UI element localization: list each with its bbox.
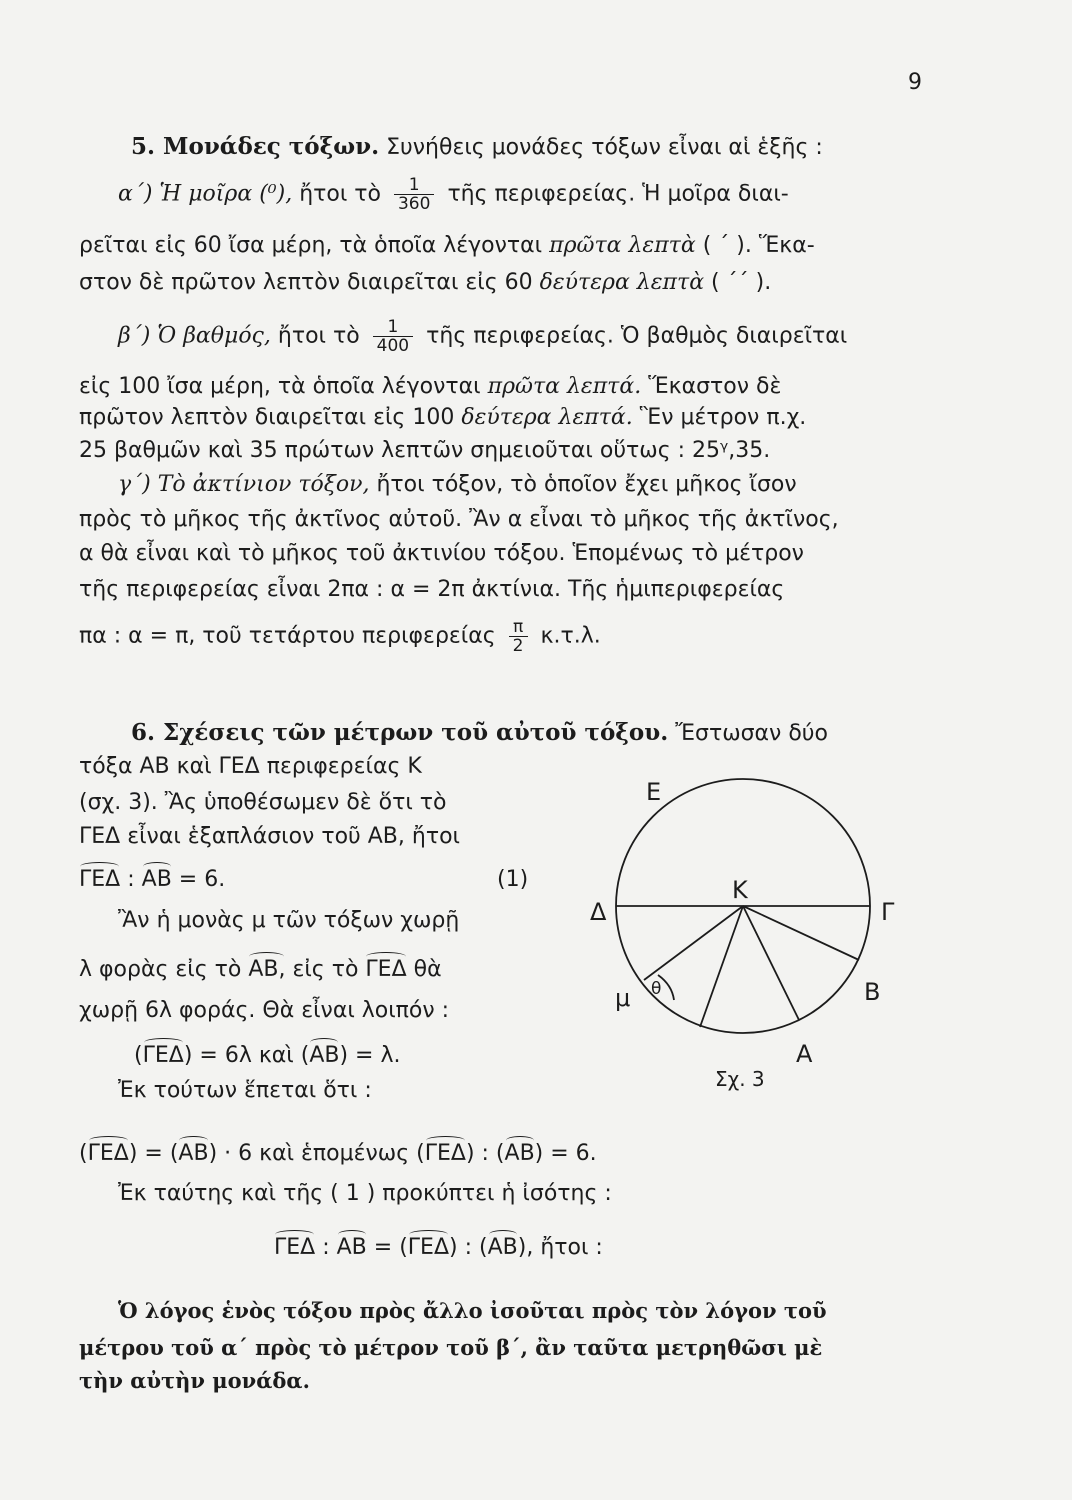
arc-ged: ΓΕΔ: [79, 867, 121, 892]
degree-label: α΄) Ἡ μοῖρα (⁰),: [118, 181, 293, 207]
section-6-line-10: Ἐκ τούτων ἕπεται ὅτι :: [118, 1078, 372, 1103]
equation-3: (ΓΕΔ) = (ΑΒ) · 6 καὶ ἑπομένως (ΓΕΔ) : (ΑΒ) = 6.: [79, 1141, 597, 1166]
fraction-numerator: π: [512, 617, 524, 637]
arc-ged: ΓΕΔ: [424, 1141, 466, 1166]
arc-ab: ΑΒ: [336, 1235, 367, 1260]
page-number: 9: [908, 70, 922, 95]
italic-term: δεύτερα λεπτά.: [461, 405, 633, 430]
text: Ἔστωσαν δύο: [675, 721, 828, 746]
degree-text-pre: ἤτοι τὸ: [299, 181, 381, 207]
label-E: Ε: [646, 778, 662, 806]
section-6-line-12: Ἐκ ταύτης καὶ τῆς ( 1 ) προκύπτει ἡ ἰσότης :: [118, 1181, 612, 1206]
text: ἤτοι τόξον, τὸ ὁποῖον ἔχει μῆκος ἴσον: [376, 472, 797, 497]
section-5-heading: 5. Μονάδες τόξων.: [131, 133, 380, 160]
italic-term: δεύτερα λεπτὰ: [539, 270, 705, 295]
arc-ab: ΑΒ: [487, 1235, 518, 1260]
radian-line-4: τῆς περιφερείας εἶναι 2πα : α = 2π ἀκτίνια. Τῆς ἡμιπεριφερείας: [79, 577, 785, 602]
equation-1-number: (1): [497, 867, 529, 892]
text: ( ΄΄ ).: [711, 270, 772, 295]
radius-to-mu: [644, 906, 743, 980]
text: ( ΄ ). Ἕκα-: [702, 233, 815, 258]
text: ) = 6.: [534, 1141, 597, 1166]
text: Ἓν μέτρον π.χ.: [639, 405, 807, 430]
radian-label: γ΄) Τὸ ἀκτίνιον τόξον,: [118, 472, 370, 497]
label-theta: θ: [651, 979, 662, 999]
section-6-line-4: ΓΕΔ εἶναι ἑξαπλάσιον τοῦ ΑΒ, ἤτοι: [79, 824, 460, 849]
fraction-numerator: 1: [408, 175, 420, 195]
label-B: Β: [864, 978, 881, 1006]
text: ) = λ.: [339, 1043, 401, 1068]
arc-ab: ΑΒ: [178, 1141, 209, 1166]
fraction-denominator: 2: [509, 636, 528, 655]
radian-line-2: πρὸς τὸ μῆκος τῆς ἀκτῖνος αὐτοῦ. Ἂν α εἶναι τὸ μῆκος τῆς ἀκτῖνος,: [79, 507, 839, 532]
equation-2: (ΓΕΔ) = 6λ καὶ (ΑΒ) = λ.: [134, 1043, 401, 1068]
text: ) = 6λ καὶ (: [183, 1043, 310, 1068]
text: λ φορὰς εἰς τὸ: [79, 957, 242, 982]
arc-ab: ΑΒ: [309, 1043, 340, 1068]
fraction-denominator: 400: [373, 336, 413, 355]
arc-ged: ΓΕΔ: [365, 957, 407, 982]
arc-ged: ΓΕΔ: [142, 1043, 184, 1068]
arc-ged: ΓΕΔ: [274, 1235, 316, 1260]
section-6-line-6: Ἂν ἡ μονὰς μ τῶν τόξων χωρῇ: [118, 908, 460, 933]
arc-ab: ΑΒ: [141, 867, 172, 892]
section-5-intro: Συνήθεις μονάδες τόξων εἶναι αἱ ἑξῆς :: [386, 135, 823, 160]
label-A: Α: [796, 1040, 813, 1068]
text: εἰς τὸ: [292, 957, 359, 982]
text: πα : α = π, τοῦ τετάρτου περιφερείας: [79, 623, 496, 649]
text: θὰ: [413, 957, 442, 982]
radian-line-3: α θὰ εἶναι καὶ τὸ μῆκος τοῦ ἀκτινίου τόξου. Ἑπομένως τὸ μέτρον: [79, 541, 804, 566]
text: = 6.: [178, 867, 226, 892]
theorem-line-1: Ὁ λόγος ἑνὸς τόξου πρὸς ἄλλο ἰσοῦται πρὸς τὸν λόγον τοῦ: [118, 1298, 827, 1323]
section-6-line-2: τόξα ΑΒ καὶ ΓΕΔ περιφερείας Κ: [79, 754, 422, 779]
theorem-line-3: τὴν αὐτὴν μονάδα.: [79, 1368, 310, 1393]
section-6-line-3: (σχ. 3). Ἂς ὑποθέσωμεν δὲ ὅτι τὸ: [79, 790, 447, 815]
grad-text-post: τῆς περιφερείας. Ὁ βαθμὸς διαιρεῖται: [426, 323, 848, 349]
label-Delta: Δ: [590, 898, 607, 926]
label-Gamma: Γ: [881, 898, 895, 926]
grad-line-4: 25 βαθμῶν καὶ 35 πρώτων λεπτῶν σημειοῦται οὕτως : 25ᵞ,35.: [79, 438, 771, 463]
text: ρεῖται εἰς 60 ἴσα μέρη, τὰ ὁποῖα λέγονται: [79, 233, 543, 258]
arc-ged: ΓΕΔ: [407, 1235, 450, 1260]
section-6-line-8: χωρῇ 6λ φοράς. Θὰ εἶναι λοιπόν :: [79, 998, 450, 1023]
radius-to-theta: [700, 906, 743, 1027]
figure-caption: Σχ. 3: [715, 1067, 765, 1091]
italic-term: πρῶτα λεπτὰ: [549, 233, 696, 258]
text: ) · 6 καὶ ἑπομένως (: [208, 1141, 425, 1166]
italic-term: πρῶτα λεπτά.: [487, 374, 642, 399]
label-K: Κ: [732, 876, 748, 904]
arc-ged: ΓΕΔ: [87, 1141, 129, 1166]
radius-to-B: [743, 906, 859, 960]
fraction-denominator: 360: [394, 194, 434, 213]
radius-to-A: [743, 906, 799, 1020]
text: εἰς 100 ἴσα μέρη, τὰ ὁποῖα λέγονται: [79, 374, 481, 399]
fraction-numerator: 1: [387, 317, 399, 337]
grad-label: β΄) Ὁ βαθμός,: [118, 323, 271, 349]
label-mu: μ: [615, 984, 631, 1012]
text: στον δὲ πρῶτον λεπτὸν διαιρεῖται εἰς 60: [79, 270, 533, 295]
equation-4: ΓΕΔ : ΑΒ = (ΓΕΔ) : (ΑΒ), ἤτοι :: [274, 1235, 603, 1260]
text: πρῶτον λεπτὸν διαιρεῖται εἰς 100: [79, 405, 455, 430]
text: κ.τ.λ.: [540, 623, 601, 649]
text: :: [127, 867, 135, 892]
text: ), ἤτοι :: [517, 1235, 603, 1260]
grad-text-pre: ἤτοι τὸ: [277, 323, 360, 349]
text: Ἕκαστον δὲ: [648, 374, 782, 399]
arc-ab: ΑΒ,: [248, 957, 286, 982]
arc-ab: ΑΒ: [504, 1141, 535, 1166]
degree-text-post: τῆς περιφερείας. Ἡ μοῖρα διαι-: [447, 181, 789, 207]
theorem-line-2: μέτρου τοῦ α΄ πρὸς τὸ μέτρον τοῦ β΄, ἂν ταῦτα μετρηθῶσι μὲ: [79, 1335, 823, 1360]
section-6-heading: 6. Σχέσεις τῶν μέτρων τοῦ αὐτοῦ τόξου.: [131, 719, 669, 746]
